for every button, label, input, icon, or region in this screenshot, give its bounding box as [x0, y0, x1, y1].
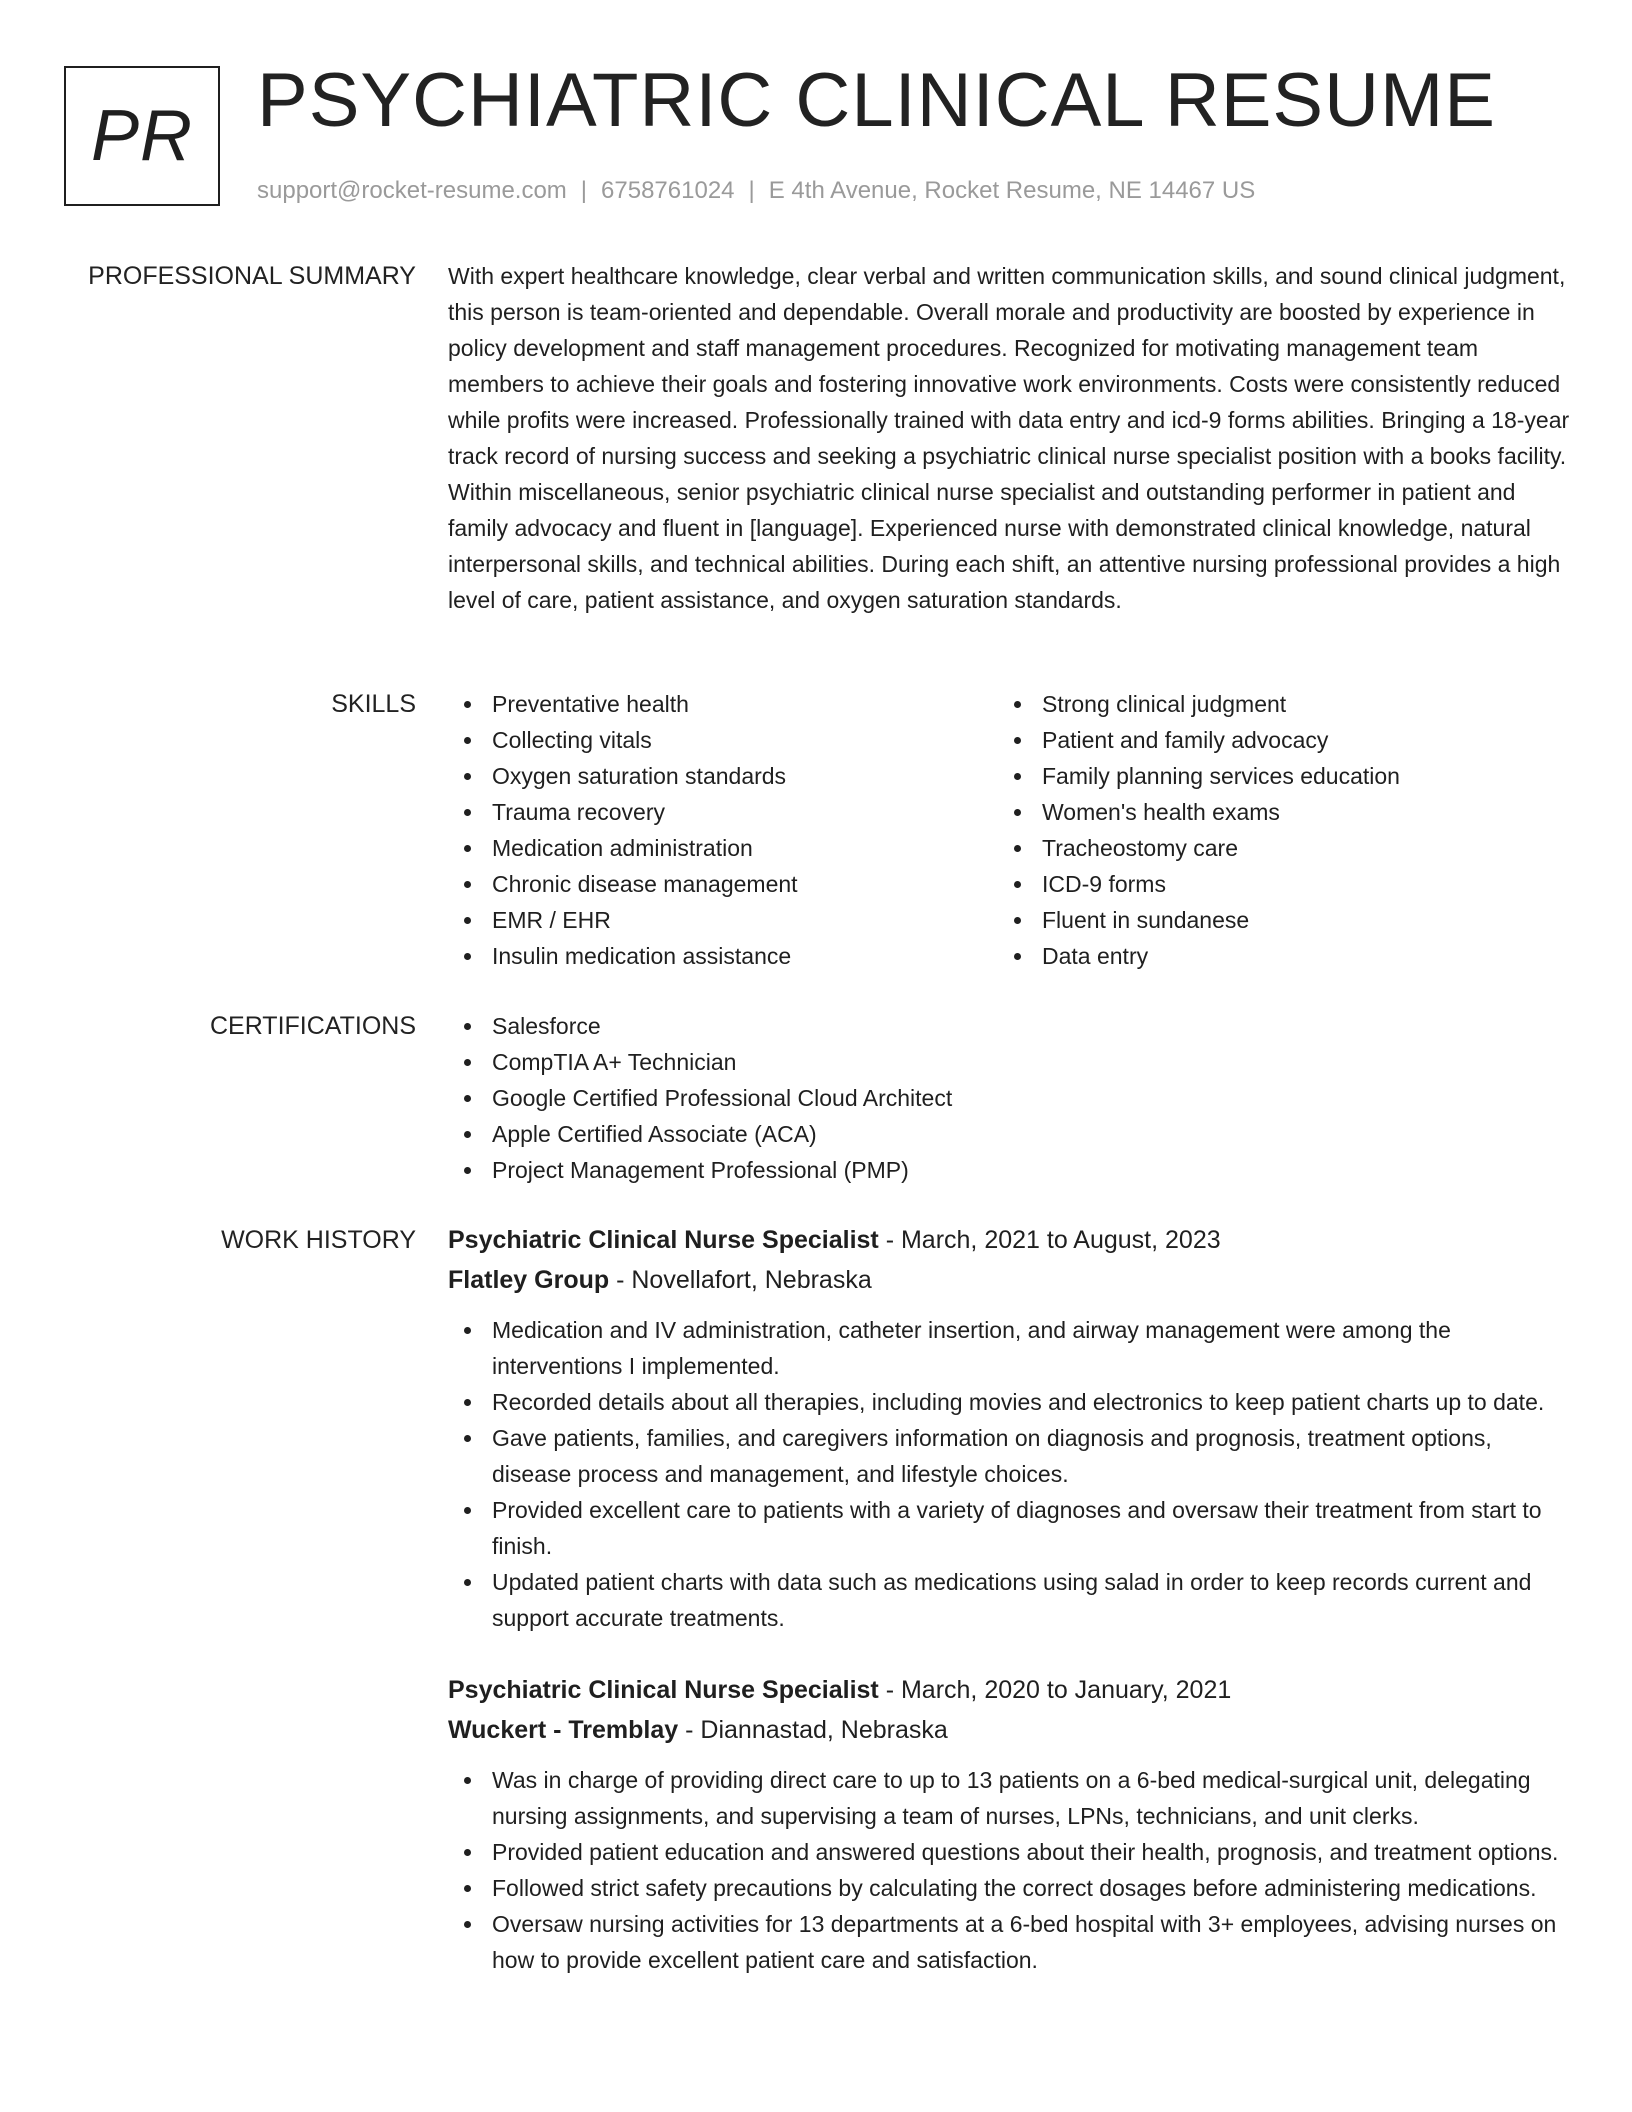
certification-item: Google Certified Professional Cloud Architect — [448, 1080, 1574, 1116]
contact-email: support@rocket-resume.com — [257, 177, 567, 204]
job-company: Wuckert - Tremblay — [448, 1716, 679, 1744]
resume-title: PSYCHIATRIC CLINICAL RESUME — [257, 58, 1496, 143]
contact-separator: | — [748, 177, 755, 204]
job-bullet: Medication and IV administration, catheter insertion, and airway management were among the interventions I implemented. — [448, 1312, 1574, 1384]
job-company-line — [448, 1260, 1574, 1300]
skill-item: Data entry — [998, 938, 1548, 974]
job-bullet: Recorded details about all therapies, including movies and electronics to keep patient charts up to date. — [448, 1384, 1574, 1420]
certifications-body — [448, 1008, 1574, 1188]
work-body — [448, 1220, 1574, 2012]
job-company: Flatley Group — [448, 1266, 610, 1294]
certifications-label: CERTIFICATIONS — [209, 1012, 416, 1040]
skill-item: Patient and family advocacy — [998, 722, 1548, 758]
skills-label: SKILLS — [331, 690, 416, 718]
certification-item: Apple Certified Associate (ACA) — [448, 1116, 1574, 1152]
summary-label: PROFESSIONAL SUMMARY — [88, 262, 416, 290]
skill-item: ICD-9 forms — [998, 866, 1548, 902]
job-bullet: Gave patients, families, and caregivers information on diagnosis and prognosis, treatment options, disease process and management, and lifestyle choices. — [448, 1420, 1574, 1492]
skill-item: Insulin medication assistance — [448, 938, 998, 974]
contact-address: E 4th Avenue, Rocket Resume, NE 14467 US — [768, 177, 1256, 204]
job-title-line — [448, 1670, 1574, 1710]
skills-list-right — [998, 686, 1548, 974]
job-bullet: Followed strict safety precautions by calculating the correct dosages before administering medications. — [448, 1870, 1574, 1906]
job-location: - Diannastad, Nebraska — [678, 1716, 948, 1744]
contact-separator: | — [580, 177, 588, 204]
skill-item: Tracheostomy care — [998, 830, 1548, 866]
skill-item: Chronic disease management — [448, 866, 998, 902]
skills-list-left — [448, 686, 998, 974]
skill-item: Family planning services education — [998, 758, 1548, 794]
skill-item: Trauma recovery — [448, 794, 998, 830]
skill-item: Medication administration — [448, 830, 998, 866]
skills-body — [448, 686, 1574, 974]
job-title: Psychiatric Clinical Nurse Specialist — [448, 1676, 879, 1704]
job-title-line — [448, 1220, 1574, 1260]
skill-item: Strong clinical judgment — [998, 686, 1548, 722]
skill-item: Fluent in sundanese — [998, 902, 1548, 938]
work-label: WORK HISTORY — [221, 1226, 416, 1254]
certification-item: Salesforce — [448, 1008, 1574, 1044]
skill-item: Women's health exams — [998, 794, 1548, 830]
job-bullets — [448, 1312, 1574, 1636]
monogram-initials: PR — [90, 96, 194, 176]
job-bullets — [448, 1762, 1574, 1978]
contact-line — [257, 176, 1255, 206]
monogram-box — [64, 66, 220, 206]
skill-item: EMR / EHR — [448, 902, 998, 938]
job-entry — [448, 1670, 1574, 1978]
skill-item: Preventative health — [448, 686, 998, 722]
job-dates: - March, 2020 to January, 2021 — [878, 1676, 1232, 1704]
certifications-list — [448, 1008, 1574, 1188]
certification-item: Project Management Professional (PMP) — [448, 1152, 1574, 1188]
job-entry — [448, 1220, 1574, 1636]
job-company-line — [448, 1710, 1574, 1750]
skill-item: Collecting vitals — [448, 722, 998, 758]
contact-phone: 6758761024 — [601, 177, 735, 204]
job-bullet: Provided patient education and answered questions about their health, prognosis, and treatment options. — [448, 1834, 1574, 1870]
summary-text: With expert healthcare knowledge, clear verbal and written communication skills, and sound clinical judgment, this person is team-oriented and dependable. Overall morale and productivity are boosted by experience in policy development and staff management procedures. Recognized for motivating management team members to achieve their goals and fostering innovative work environments. Costs were consistently reduced while profits were increased. Professionally trained with data entry and icd-9 forms abilities. Bringing a 18-year track record of nursing success and seeking a psychiatric clinical nurse specialist position with a books facility. Within miscellaneous, senior psychiatric clinical nurse specialist and outstanding performer in patient and family advocacy and fluent in [language]. Experienced nurse with demonstrated clinical knowledge, natural interpersonal skills, and technical abilities. During each shift, an attentive nursing professional provides a high level of care, patient assistance, and oxygen saturation standards. — [448, 263, 1570, 613]
job-bullet: Provided excellent care to patients with a variety of diagnoses and oversaw their treatment from start to finish. — [448, 1492, 1574, 1564]
job-dates: - March, 2021 to August, 2023 — [878, 1226, 1221, 1254]
job-bullet: Oversaw nursing activities for 13 departments at a 6-bed hospital with 3+ employees, advising nurses on how to provide excellent patient care and satisfaction. — [448, 1906, 1574, 1978]
job-bullet: Was in charge of providing direct care to up to 13 patients on a 6-bed medical-surgical unit, delegating nursing assignments, and supervising a team of nurses, LPNs, technicians, and unit clerks. — [448, 1762, 1574, 1834]
certification-item: CompTIA A+ Technician — [448, 1044, 1574, 1080]
job-bullet: Updated patient charts with data such as medications using salad in order to keep records current and support accurate treatments. — [448, 1564, 1574, 1636]
summary-body — [448, 258, 1574, 618]
job-location: - Novellafort, Nebraska — [609, 1266, 872, 1294]
skill-item: Oxygen saturation standards — [448, 758, 998, 794]
job-title: Psychiatric Clinical Nurse Specialist — [448, 1226, 879, 1254]
